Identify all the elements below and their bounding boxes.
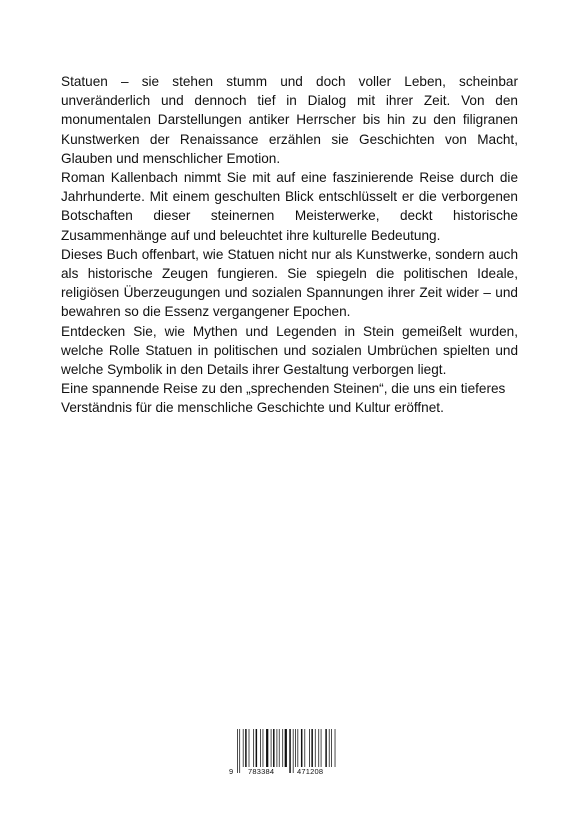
blurb-paragraph-3: Dieses Buch offenbart, wie Statuen nicht nur als Kunstwerke, sondern auch als historische Zeugen fungieren. Sie spiegeln die politischen Ideale, religiösen Überzeugungen und sozialen Spannungen ihrer Zeit wider – und bewahren so die Essenz vergangener Epochen.	[61, 246, 518, 320]
barcode-bar-22	[309, 729, 310, 767]
barcode-left-digits: 783384	[248, 767, 275, 776]
barcode-bar-21	[304, 729, 305, 767]
barcode-bar-17	[293, 729, 294, 773]
barcode-bar-5	[253, 729, 254, 767]
barcode-bar-27	[325, 729, 327, 767]
barcode-bar-3	[245, 729, 247, 767]
barcode-bar-12	[277, 729, 278, 767]
barcode-bar-18	[295, 729, 296, 767]
barcode-bar-29	[331, 729, 332, 767]
barcode-bar-2	[243, 729, 244, 767]
blurb-paragraph-4: Entdecken Sie, wie Mythen und Legenden in Stein gemeißelt wurden, welche Rolle Statuen in politischen und sozialen Umbrüchen spielten und welche Symbolik in den Details ihrer Gestaltung verborgen liegt.	[61, 323, 518, 378]
barcode-bar-0	[237, 729, 238, 773]
blurb-paragraph-5: Eine spannende Reise zu den „sprechenden Steinen“, die uns ein tieferes Verständnis für die menschliche Geschichte und Kultur eröffnet.	[61, 381, 506, 416]
barcode-bar-25	[318, 729, 319, 767]
barcode-right-digits: 471208	[297, 767, 324, 776]
barcode-bar-28	[329, 729, 330, 767]
barcode-bar-11	[273, 729, 275, 767]
book-blurb	[61, 72, 518, 418]
barcode-lead-digit: 9	[229, 767, 234, 776]
barcode-bar-16	[289, 729, 291, 773]
barcode-bar-6	[256, 729, 258, 767]
barcode-bar-19	[297, 729, 298, 767]
barcode-bar-14	[282, 729, 283, 767]
barcode-bar-20	[301, 729, 303, 767]
blurb-paragraph-1: Statuen – sie stehen stumm und doch voller Leben, scheinbar unveränderlich und dennoch tief in Dialog mit ihrer Zeit. Von den monumentalen Darstellungen antiker Herrscher bis hin zu den filigranen Kunstwerken der Renaissance erzählen sie Geschichten von Macht, Glauben und menschlicher Emotion.	[61, 74, 518, 166]
barcode-bar-23	[311, 729, 313, 767]
barcode-bar-9	[266, 729, 268, 767]
barcode-bar-13	[279, 729, 280, 767]
barcode-bar-4	[249, 729, 250, 767]
barcode-bar-7	[260, 729, 261, 767]
barcode-bar-24	[315, 729, 316, 767]
barcode-bar-1	[239, 729, 240, 773]
barcode-bar-30	[335, 729, 336, 767]
barcode-bar-26	[321, 729, 322, 767]
barcode-bar-10	[271, 729, 272, 767]
barcode-bar-8	[263, 729, 264, 767]
isbn-barcode	[229, 728, 340, 778]
blurb-paragraph-2: Roman Kallenbach nimmt Sie mit auf eine faszinierende Reise durch die Jahrhunderte. Mit einem geschulten Blick entschlüsselt er die verborgenen Botschaften dieser steinernen Meisterwerke, deckt historische Zusammenhänge auf und beleuchtet ihre kulturelle Bedeutung.	[61, 170, 518, 243]
barcode-bar-15	[285, 729, 287, 767]
